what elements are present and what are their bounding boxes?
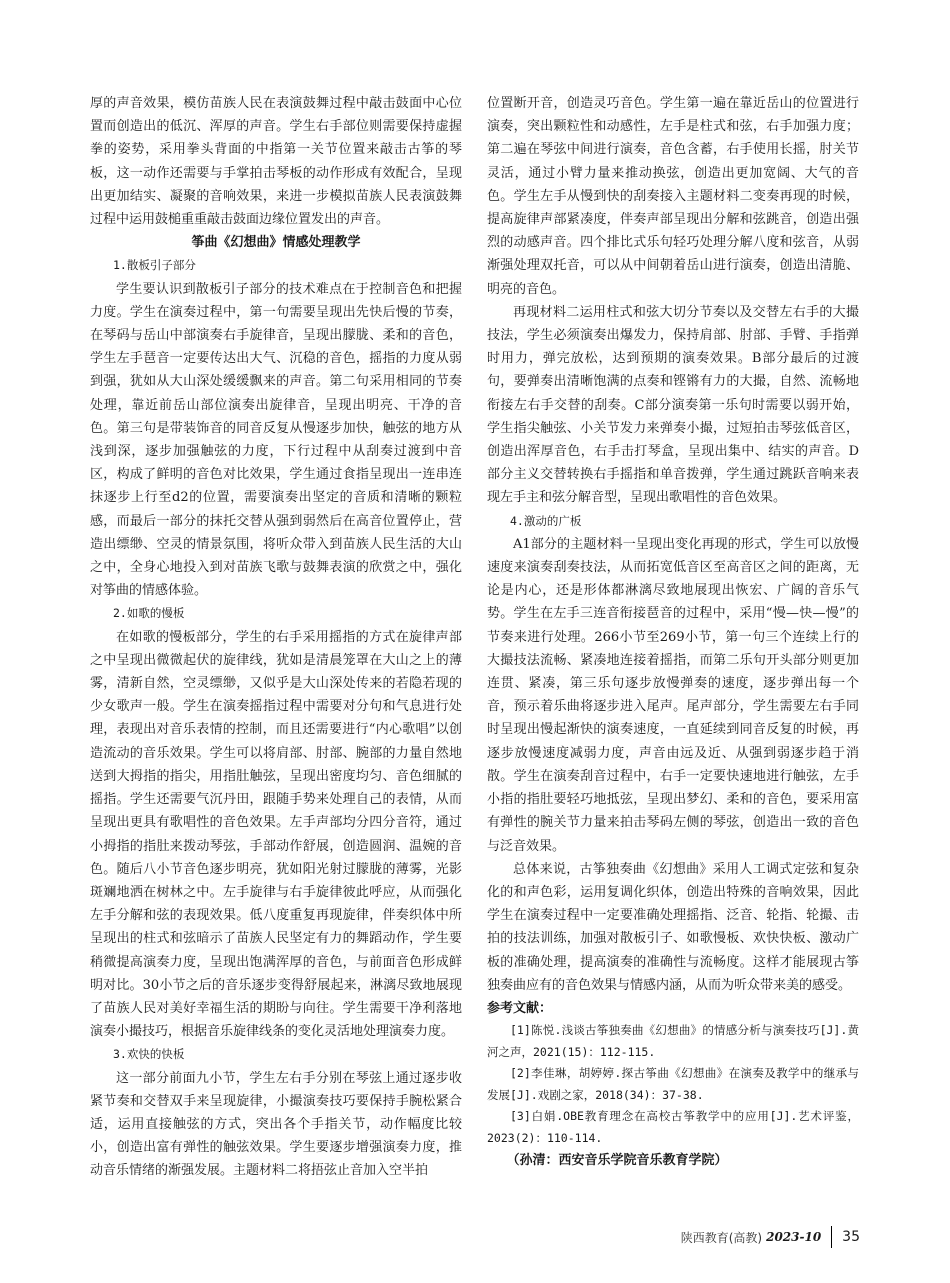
right-column xyxy=(487,92,859,1172)
subheading-4: 4.激动的广板 xyxy=(510,513,582,528)
conclusion-paragraph: 总体来说，古筝独奏曲《幻想曲》采用人工调式定弦和复杂化的和声色彩，运用复调化织体，创造出特殊的音响效果，因此学生在演奏过程中一定要准确处理摇指、泛音、轮指、轮撮、击拍的技法训练，加强对散板引子、如歌慢板、欢快快板、激动广板的准确处理，提高演奏的准确性与流畅度。这样才能展现古筝独奏曲应有的音色效果与情感内涵，从而为听众带来美的感受。 xyxy=(487,861,859,993)
intro-paragraph: 厚的声音效果，模仿苗族人民在表演鼓舞过程中敲击鼓面中心位置而创造出的低沉、浑厚的声音。学生右手部位则需要保持虚握拳的姿势，采用拳头背面的中指第一关节位置来敲击古筝的琴板，这一动作还需要与手掌拍击琴板的动作形成有效配合，呈现出更加结实、凝聚的音响效果，来进一步模拟苗族人民表演鼓舞过程中运用鼓槌重重敲击鼓面边缘位置发出的声音。 xyxy=(90,96,462,228)
left-column xyxy=(90,92,462,1183)
paragraph: 这一部分前面九小节，学生左右手分别在琴弦上通过逐步收紧节奏和交替双手来呈现旋律，小撮演奏技巧要保持手腕松紧合适，运用直接触弦的方式，突出各个手指关节，动作幅度比较小，创造出富有弹性的触弦效果。学生要逐步增强演奏力度，推动音乐情绪的渐强发展。主题材料二将捂弦止音加入空半拍 xyxy=(90,1070,462,1179)
journal-name: 陕西教育(高教) xyxy=(680,1230,763,1245)
footer-divider xyxy=(831,1226,832,1248)
subheading-2: 2.如歌的慢板 xyxy=(113,606,185,621)
reference-item: [3]白娟.OBE教育理念在高校古筝教学中的应用[J].艺术评鉴，2023(2)：110-114. xyxy=(487,1109,859,1145)
reference-item: [2]李佳琳，胡婷婷.探古筝曲《幻想曲》在演奏及教学中的继承与发展[J].戏剧之家，2018(34)：37-38. xyxy=(487,1066,859,1102)
paragraph: 在如歌的慢板部分，学生的右手采用摇指的方式在旋律声部之中呈现出微微起伏的旋律线，犹如是清晨笼罩在大山之上的薄雾，清新自然，空灵缥缈，又似乎是大山深处传来的若隐若现的少女歌声一般。学生在演奏摇指过程中需要对分句和气息进行处理，表现出对音乐表情的控制，而且还需要进行“内心歌唱”以创造流动的音乐效果。学生可以将肩部、肘部、腕部的力量自然地送到大拇指的指尖，用指肚触弦，呈现出密度均匀、音色细腻的摇指。学生还需要气沉丹田，跟随手势来处理自己的表情，从而呈现出更具有歌唱性的音色效果。左手声部均分四分音符，通过小拇指的指肚来拨动琴弦，手部动作舒展，创造圆润、温婉的音色。随后八小节音色逐步明亮，犹如阳光射过朦胧的薄雾，光影斑斓地洒在树林之中。左手旋律与右手旋律彼此呼应，从而强化左手分解和弦的表现效果。低八度重复再现旋律，伴奏织体中所呈现出的柱式和弦暗示了苗族人民坚定有力的舞蹈动作，学生要稍微提高演奏力度，呈现出饱满浑厚的音色，与前面音色形成鲜明对比。30小节之后的音乐逐步变得舒展起来，淋漓尽致地展现了苗族人民对美好幸福生活的期盼与向往。学生需要干净利落地演奏小撮技巧，根据音乐旋律线条的变化灵活地处理演奏力度。 xyxy=(90,629,462,1040)
continued-paragraph: 位置断开音，创造灵巧音色。学生第一遍在靠近岳山的位置进行演奏，突出颗粒性和动感性，左手是柱式和弦，右手加强力度；第二遍在琴弦中间进行演奏，音色含蓄，右手使用长摇，肘关节灵活，通过小臂力量来推动换弦，创造出更加宽阔、大气的音色。学生左手从慢到快的刮奏接入主题材料二变奏再现的时候，提高旋律声部紧凑度，伴奏声部呈现出分解和弦跳音，创造出强烈的动感声音。四个排比式乐句轻巧处理分解八度和弦音，从弱渐强处理双托音，可以从中间朝着岳山进行演奏，创造出清脆、明亮的音色。 xyxy=(487,96,859,297)
author-affiliation: （孙清：西安音乐学院音乐教育学院） xyxy=(506,1153,728,1169)
page-number: 35 xyxy=(842,1229,860,1245)
paragraph: 学生要认识到散板引子部分的技术难点在于控制音色和把握力度。学生在演奏过程中，第一句需要呈现出先快后慢的节奏，在琴码与岳山中部演奏右手旋律音，呈现出朦胧、柔和的音色，学生左手琶音一定要传达出大气、沉稳的音色，摇指的力度从弱到强，犹如从大山深处缓缓飘来的声音。第二句采用相同的节奏处理，靠近前岳山部位演奏出旋律音，呈现出明亮、干净的音色。第三句是带装饰音的同音反复从慢逐步加快，触弦的地方从浅到深，逐步加强触弦的力度，下行过程中从刮奏过渡到中音区，构成了鲜明的音色对比效果，学生通过食指呈现出一连串连抹逐步上行至d2的位置，需要演奏出坚定的音质和清晰的颗粒感，而最后一部分的抹托交替从强到弱然后在高音位置停止，营造出缥缈、空灵的情景氛围，将听众带入到苗族人民生活的大山之中，全身心地投入到对苗族飞歌与鼓舞表演的欣赏之中，强化对筝曲的情感体验。 xyxy=(90,281,462,599)
references-heading: 参考文献： xyxy=(487,1000,553,1016)
issue-number: 2023-10 xyxy=(766,1230,822,1244)
reference-item: [1]陈悦.浅谈古筝独奏曲《幻想曲》的情感分析与演奏技巧[J].黄河之声，2021(15)：112-115. xyxy=(487,1023,859,1059)
paragraph: A1部分的主题材料一呈现出变化再现的形式，学生可以放慢速度来演奏刮奏技法，从而拓宽低音区至高音区之间的距离，无论是内心，还是形体都淋漓尽致地展现出恢宏、广阔的音乐气势。学生在左手三连音衔接琶音的过程中，采用“慢—快—慢”的节奏来进行处理。266小节至269小节，第一句三个连续上行的大撮技法流畅、紧凑地连接着摇指，而第二乐句开头部分则更加连贯、紧凑，第三乐句逐步放慢弹奏的速度，逐步弹出每一个音，预示着乐曲将逐步进入尾声。尾声部分，学生需要左右手同时呈现出慢起渐快的演奏速度，一直延续到同音反复的时候，再逐步放慢速度减弱力度，声音由远及近、从强到弱逐步趋于消散。学生在演奏刮音过程中，右手一定要快速地进行触弦，左手小指的指肚要轻巧地抵弦，呈现出梦幻、柔和的音色，要采用富有弹性的腕关节力量来拍击琴码左侧的琴弦，创造出一致的音色与泛音效果。 xyxy=(487,536,859,854)
subheading-1: 1.散板引子部分 xyxy=(113,258,196,273)
page-footer xyxy=(681,1226,860,1248)
section-title: 筝曲《幻想曲》情感处理教学 xyxy=(191,235,361,251)
paragraph: 再现材料二运用柱式和弦大切分节奏以及交替左右手的大撮技法，学生必须演奏出爆发力，保持肩部、肘部、手臂、手指弹时用力，弹完放松，达到预期的演奏效果。B部分最后的过渡句，要弹奏出清晰饱满的点奏和铿锵有力的大撮，自然、流畅地衔接左右手交替的刮奏。C部分演奏第一乐句时需要以弱开始，学生指尖触弦、小关节发力来弹奏小撮，过短拍击琴弦低音区，创造出浑厚音色，右手击打琴盒，呈现出集中、结实的声音。D部分主义交替转换右手摇指和单音拨弹，学生通过跳跃音响来表现左手主和弦分解音型，呈现出歌唱性的音色效果。 xyxy=(487,304,859,506)
subheading-3: 3.欢快的快板 xyxy=(113,1047,185,1062)
